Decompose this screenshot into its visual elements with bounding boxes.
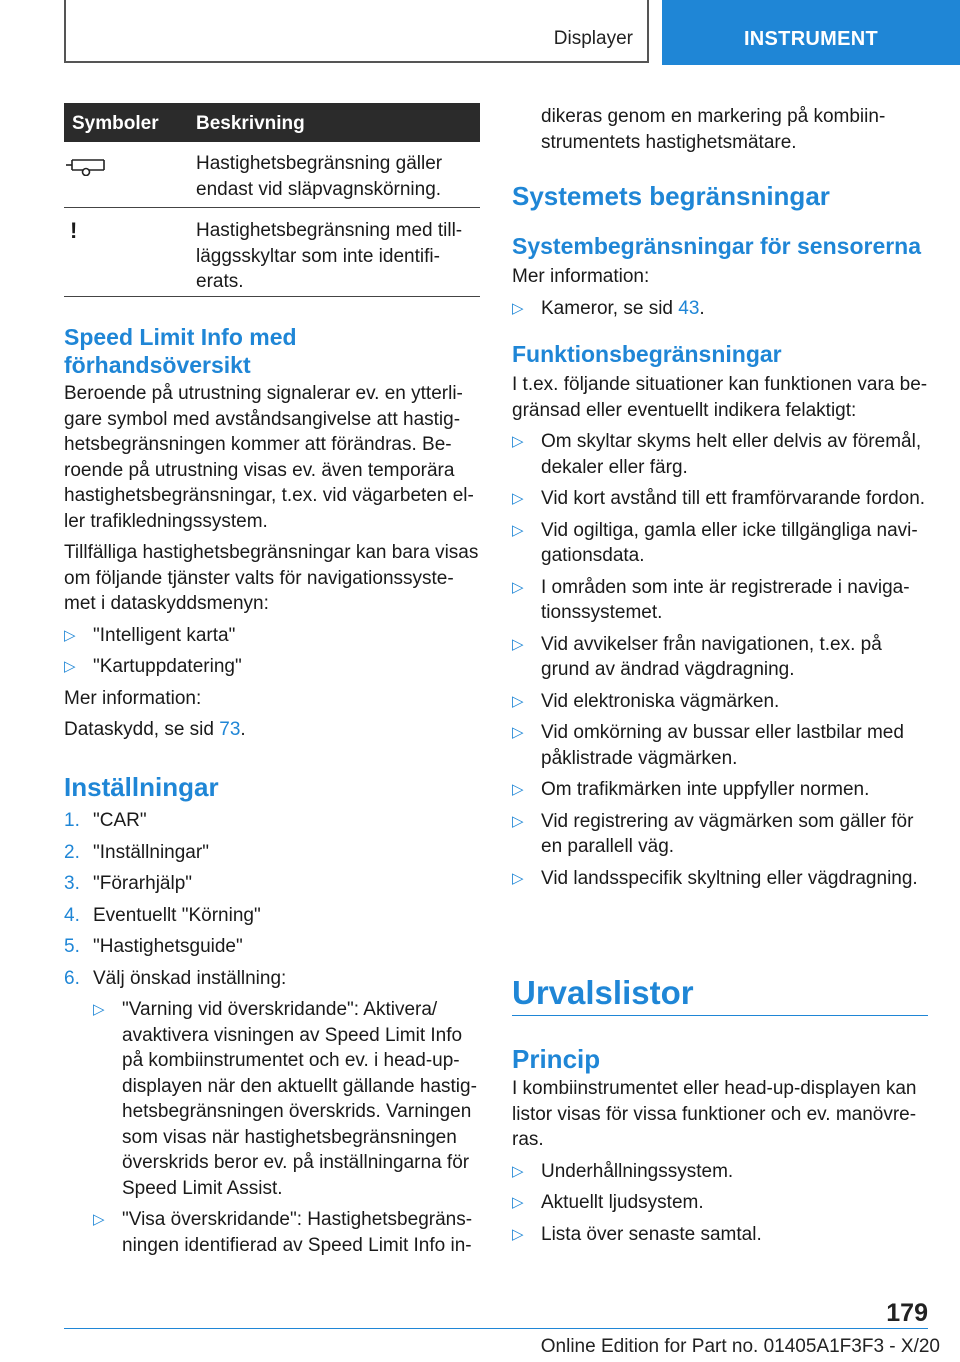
list-item-text: Vid omkörning av bussar eller lastbilar med påklistrade vägmärken. xyxy=(541,722,904,769)
list-item xyxy=(512,575,928,626)
list-item xyxy=(512,866,928,892)
more-info-label: Mer information: xyxy=(512,266,650,287)
list-item xyxy=(64,623,480,649)
sub-list xyxy=(64,997,480,1258)
list-item-text: Om trafikmärken inte uppfyller normen. xyxy=(541,779,870,800)
footer-edition: Online Edition for Part no. 01405A1F3F3 - X/20 xyxy=(540,1336,940,1357)
triangle-bullet-icon: ▷ xyxy=(64,626,76,644)
list-item-text: Vid registrering av vägmärken som gäller för en parallell väg. xyxy=(541,810,914,857)
triangle-bullet-icon: ▷ xyxy=(512,521,524,539)
triangle-bullet-icon: ▷ xyxy=(512,1162,524,1180)
reference-text: Dataskydd, se sid xyxy=(64,719,220,740)
triangle-bullet-icon: ▷ xyxy=(512,299,524,317)
list-item xyxy=(512,632,928,683)
list-item-text: Vid ogiltiga, gamla eller icke tillgängliga navi-gationsdata. xyxy=(541,519,918,566)
list-item-text: I områden som inte är registrerade i naviga-tionssystemet. xyxy=(541,576,910,623)
function-limits-intro: I t.ex. följande situationer kan funktionen vara be-gränsad eller eventuellt indikera felaktigt: xyxy=(512,374,928,421)
trailer-speed-icon xyxy=(64,154,184,181)
list-item-text: Lista över senaste samtal. xyxy=(541,1223,762,1245)
triangle-bullet-icon: ▷ xyxy=(512,578,524,596)
col-description-header: Beskrivning xyxy=(196,113,305,134)
triangle-bullet-icon: ▷ xyxy=(512,635,524,653)
selection-lists-chapter xyxy=(512,973,928,1013)
symbol-table-header xyxy=(64,103,480,142)
header-section-title: Displayer xyxy=(553,28,633,49)
speed-limit-preview-section xyxy=(64,323,480,379)
triangle-bullet-icon: ▷ xyxy=(93,1001,105,1018)
triangle-bullet-icon: ▷ xyxy=(64,658,76,675)
list-item xyxy=(64,903,480,929)
step-text: Eventuellt "Körning" xyxy=(93,904,261,926)
heading-system-limits: Systemets begränsningar xyxy=(512,181,830,211)
reference-end: . xyxy=(240,719,246,740)
triangle-bullet-icon: ▷ xyxy=(512,812,524,830)
header-chapter-title: INSTRUMENT xyxy=(743,28,879,50)
list-item xyxy=(512,296,928,322)
heading-speed-limit-info: Speed Limit Info med förhandsöversikt xyxy=(64,324,297,378)
function-limits-list xyxy=(512,429,928,891)
paragraph-temporary-limits: Tillfälliga hastighetsbegränsningar kan bara visas om följande tjänster valts för navigationssyste-met i dataskyddsmenyn: xyxy=(64,542,479,614)
list-item-text: Vid elektroniska vägmärken. xyxy=(541,690,780,712)
list-item-text: Vid avvikelser från navigationen, t.ex. på grund av ändrad vägdragning. xyxy=(541,633,882,680)
table-row-description: Hastighetsbegränsning med till-läggsskyltar som inte identifi-erats. xyxy=(196,220,463,292)
list-item-text: Vid landsspecifik skyltning eller vägdragning. xyxy=(541,867,918,889)
list-item-text: "Kartuppdatering" xyxy=(93,656,242,677)
header-chapter-tab[interactable] xyxy=(662,0,960,65)
paragraph-preview: Beroende på utrustning signalerar ev. en ytterli-gare symbol med avståndsangivelse att hastig-hetsbegränsningen kommer att förändras. Be-roende på utrustning visas ev. även temporära hastighetsbegränsningar, t.ex. vid vägarbeten el-ler trafikledningssystem. xyxy=(64,383,474,532)
step-number: 2. xyxy=(64,841,80,863)
continued-text-block xyxy=(541,104,928,155)
step-text: "CAR" xyxy=(93,810,147,831)
step-number: 4. xyxy=(64,904,80,926)
settings-steps xyxy=(64,808,480,1258)
chapter-divider xyxy=(512,1015,928,1016)
list-item-text: Aktuellt ljudsystem. xyxy=(541,1192,704,1213)
heading-settings: Inställningar xyxy=(64,772,219,802)
exclamation-icon: ! xyxy=(70,218,78,243)
list-item xyxy=(64,966,480,992)
triangle-bullet-icon: ▷ xyxy=(512,692,524,710)
triangle-bullet-icon: ▷ xyxy=(512,490,524,507)
list-item xyxy=(512,429,928,480)
step-text: "Förarhjälp" xyxy=(93,873,193,894)
list-item-text: Om skyltar skyms helt eller delvis av föremål, dekaler eller färg. xyxy=(541,431,922,478)
list-item-text: "Varning vid överskridande": Aktivera/ avaktivera visningen av Speed Limit Info på kombiinstrumentet och ev. i head-up-displayen när den aktuellt gällande hastig-hetsbegränsningen överskrids. Varningen som visas när hastighetsbegränsningen överskrids beror ev. på inställningarna för Speed Limit Assist. xyxy=(122,999,477,1199)
list-item xyxy=(64,840,480,866)
page-link-43[interactable]: 43 xyxy=(678,297,700,319)
left-body-block xyxy=(64,381,480,743)
list-item xyxy=(512,1190,928,1216)
list-item xyxy=(64,808,480,834)
step-text: Välj önskad inställning: xyxy=(93,967,287,989)
list-item-text: "Visa överskridande": Hastighetsbegräns-ningen identifierad av Speed Limit Info in- xyxy=(122,1209,473,1256)
list-item xyxy=(512,486,928,512)
list-item xyxy=(64,654,480,680)
footer-divider xyxy=(64,1328,928,1329)
triangle-bullet-icon: ▷ xyxy=(512,781,524,798)
list-item xyxy=(93,997,480,1201)
list-item xyxy=(512,689,928,715)
list-item xyxy=(512,777,928,803)
step-text: "Hastighetsguide" xyxy=(93,936,243,957)
continued-paragraph: dikeras genom en markering på kombiin-strumentets hastighetsmätare. xyxy=(541,106,886,153)
col-symbols-header: Symboler xyxy=(72,113,159,134)
page-number: 179 xyxy=(886,1299,928,1327)
step-number: 6. xyxy=(64,967,80,989)
more-info-label: Mer information: xyxy=(64,687,202,709)
triangle-bullet-icon: ▷ xyxy=(512,433,524,450)
list-item xyxy=(512,1159,928,1185)
reference-end: . xyxy=(699,297,705,319)
table-row xyxy=(64,142,480,208)
list-item-text: Underhållningssystem. xyxy=(541,1160,734,1182)
step-number: 1. xyxy=(64,810,80,831)
data-protection-reference xyxy=(64,717,480,743)
page-link-73[interactable]: 73 xyxy=(219,719,241,740)
step-number: 5. xyxy=(64,936,80,957)
heading-function-limits: Funktionsbegränsningar xyxy=(512,341,782,367)
list-item xyxy=(512,1222,928,1248)
heading-selection-lists: Urvalslistor xyxy=(512,974,694,1011)
settings-section xyxy=(64,771,480,1258)
list-item xyxy=(64,934,480,960)
triangle-bullet-icon: ▷ xyxy=(93,1211,105,1228)
step-number: 3. xyxy=(64,873,80,894)
step-text: "Inställningar" xyxy=(93,841,209,863)
list-item xyxy=(93,1207,480,1258)
triangle-bullet-icon: ▷ xyxy=(512,724,524,741)
triangle-bullet-icon: ▷ xyxy=(512,869,524,887)
table-row xyxy=(64,208,480,297)
system-limits-section xyxy=(512,180,928,891)
symbol-table xyxy=(64,103,480,297)
principle-section xyxy=(512,1043,928,1247)
triangle-bullet-icon: ▷ xyxy=(512,1194,524,1211)
heading-sensor-limits: Systembegränsningar för sensorerna xyxy=(512,233,922,259)
header-section-box xyxy=(64,0,649,63)
triangle-bullet-icon: ▷ xyxy=(512,1225,524,1243)
reference-text: Kameror, se sid xyxy=(541,297,679,319)
list-item xyxy=(512,809,928,860)
list-item xyxy=(64,871,480,897)
list-item-text: "Intelligent karta" xyxy=(93,624,236,646)
heading-principle: Princip xyxy=(512,1044,601,1074)
list-item-text: Vid kort avstånd till ett framförvarande fordon. xyxy=(541,488,926,509)
list-item xyxy=(512,720,928,771)
principle-paragraph: I kombiinstrumentet eller head-up-displayen kan listor visas för vissa funktioner och ev. manövre-ras. xyxy=(512,1078,917,1150)
table-row-description: Hastighetsbegränsning gäller endast vid släpvagnskörning. xyxy=(196,153,443,200)
list-item xyxy=(512,518,928,569)
